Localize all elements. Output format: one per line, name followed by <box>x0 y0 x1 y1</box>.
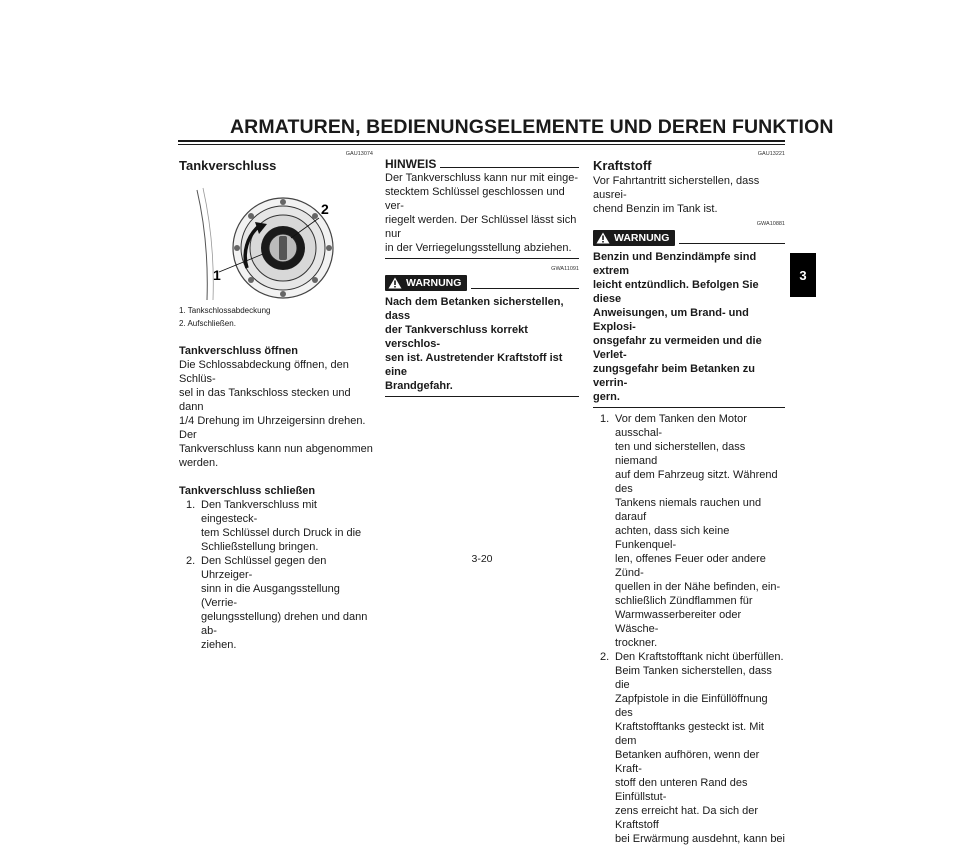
list-item: 2. Den Kraftstofftank nicht überfüllen. Beim Tanken sicherstellen, dass die Zapfpistole in die Einfüllöffnung des Kraftstofftanks gesteckt ist. Mit dem Betanken aufhören, wenn der Kraft- stoff den unteren Rand des Einfüllstut- zens erreicht hat. Da sich der Kraftstoff bei Erwärmung ausdehnt, kann bei <box>600 651 785 845</box>
open-paragraph: Die Schlossabdeckung öffnen, den Schlüs- sel in das Tankschloss stecken und dann 1/4 Drehung im Uhrzeigersinn drehen. Der Tankverschluss kann nun abgenommen werden. <box>179 359 373 469</box>
warning-triangle-icon <box>596 232 610 244</box>
fuel-cap-figure <box>179 182 373 302</box>
hinweis-paragraph: Der Tankverschluss kann nur mit einge- stecktem Schlüssel geschlossen und ver- riegelt werden. Der Schlüssel lässt sich nur in der Verriegelungsstellung abziehen. <box>385 172 578 254</box>
callout-2: 2 <box>321 201 329 217</box>
callout-1: 1 <box>213 267 221 283</box>
section-code: GAU13221 <box>757 151 785 157</box>
section-title-tankverschluss: Tankverschluss <box>179 158 277 173</box>
header-rule <box>178 140 785 142</box>
warning-paragraph: Nach dem Betanken sicherstellen, dass der Tankverschluss korrekt verschlos- sen ist. Austretender Kraftstoff ist eine Brandgefahr. <box>385 296 564 392</box>
warning-paragraph: Benzin und Benzindämpfe sind extrem leicht entzündlich. Befolgen Sie diese Anweisungen, um Brand- und Explosi- onsgefahr zu vermeiden und die Verlet- zungsgefahr beim Betanken zu verrin- gern. <box>593 251 762 403</box>
list-item: 1. Vor dem Tanken den Motor ausschal- ten und sicherstellen, dass niemand auf dem Fahrzeug sitzt. Während des Tankens niemals rauchen und darauf achten, dass sich keine Funkenquel- len, offenes Feuer oder andere Zünd- quellen in der Nähe befinden, ein- schließlich Zündflammen für Warmwasserbereiter oder Wäsche- trockner. <box>600 413 781 649</box>
column-right <box>593 150 785 846</box>
section-code: GAU13074 <box>345 151 373 157</box>
figure-captions <box>179 304 373 330</box>
subtitle-close: Tankverschluss schließen <box>179 485 316 497</box>
warning-badge: WARNUNG <box>593 230 675 246</box>
fuel-cap-illustration <box>179 182 373 302</box>
warning-header <box>593 230 785 246</box>
header-rule-thin <box>178 144 785 145</box>
warning-triangle-icon <box>388 277 402 289</box>
fuel-steps-list <box>593 412 785 846</box>
list-item: 1. Den Tankverschluss mit eingesteck- tem Schlüssel durch Druck in die Schließstellung bringen. <box>186 499 362 553</box>
warning-code: GWA11091 <box>551 266 579 272</box>
caption-1: 1. Tankschlossabdeckung <box>179 306 271 315</box>
subtitle-open: Tankverschluss öffnen <box>179 345 298 357</box>
intro-paragraph: Vor Fahrtantritt sicherstellen, dass ausrei- chend Benzin im Tank ist. <box>593 175 760 215</box>
column-middle <box>385 157 579 397</box>
warning-code: GWA10881 <box>756 221 785 227</box>
hinweis-label: HINWEIS <box>385 157 437 171</box>
list-item: 2. Den Schlüssel gegen den Uhrzeiger- sinn in die Ausgangsstellung (Verrie- gelungsstellung) drehen und dann ab- ziehen. <box>186 555 368 651</box>
chapter-tab[interactable]: 3 <box>790 253 816 297</box>
page-header-title: ARMATUREN, BEDIENUNGSELEMENTE UND DEREN FUNKTION <box>230 116 834 138</box>
warning-header <box>385 275 579 291</box>
warning-badge: WARNUNG <box>385 275 467 291</box>
caption-2: 2. Aufschließen. <box>179 319 236 328</box>
section-title-kraftstoff: Kraftstoff <box>593 158 652 173</box>
close-steps-list <box>179 498 373 652</box>
page-number: 3-20 <box>471 553 493 565</box>
hinweis-header <box>385 157 579 171</box>
column-left <box>179 150 373 652</box>
